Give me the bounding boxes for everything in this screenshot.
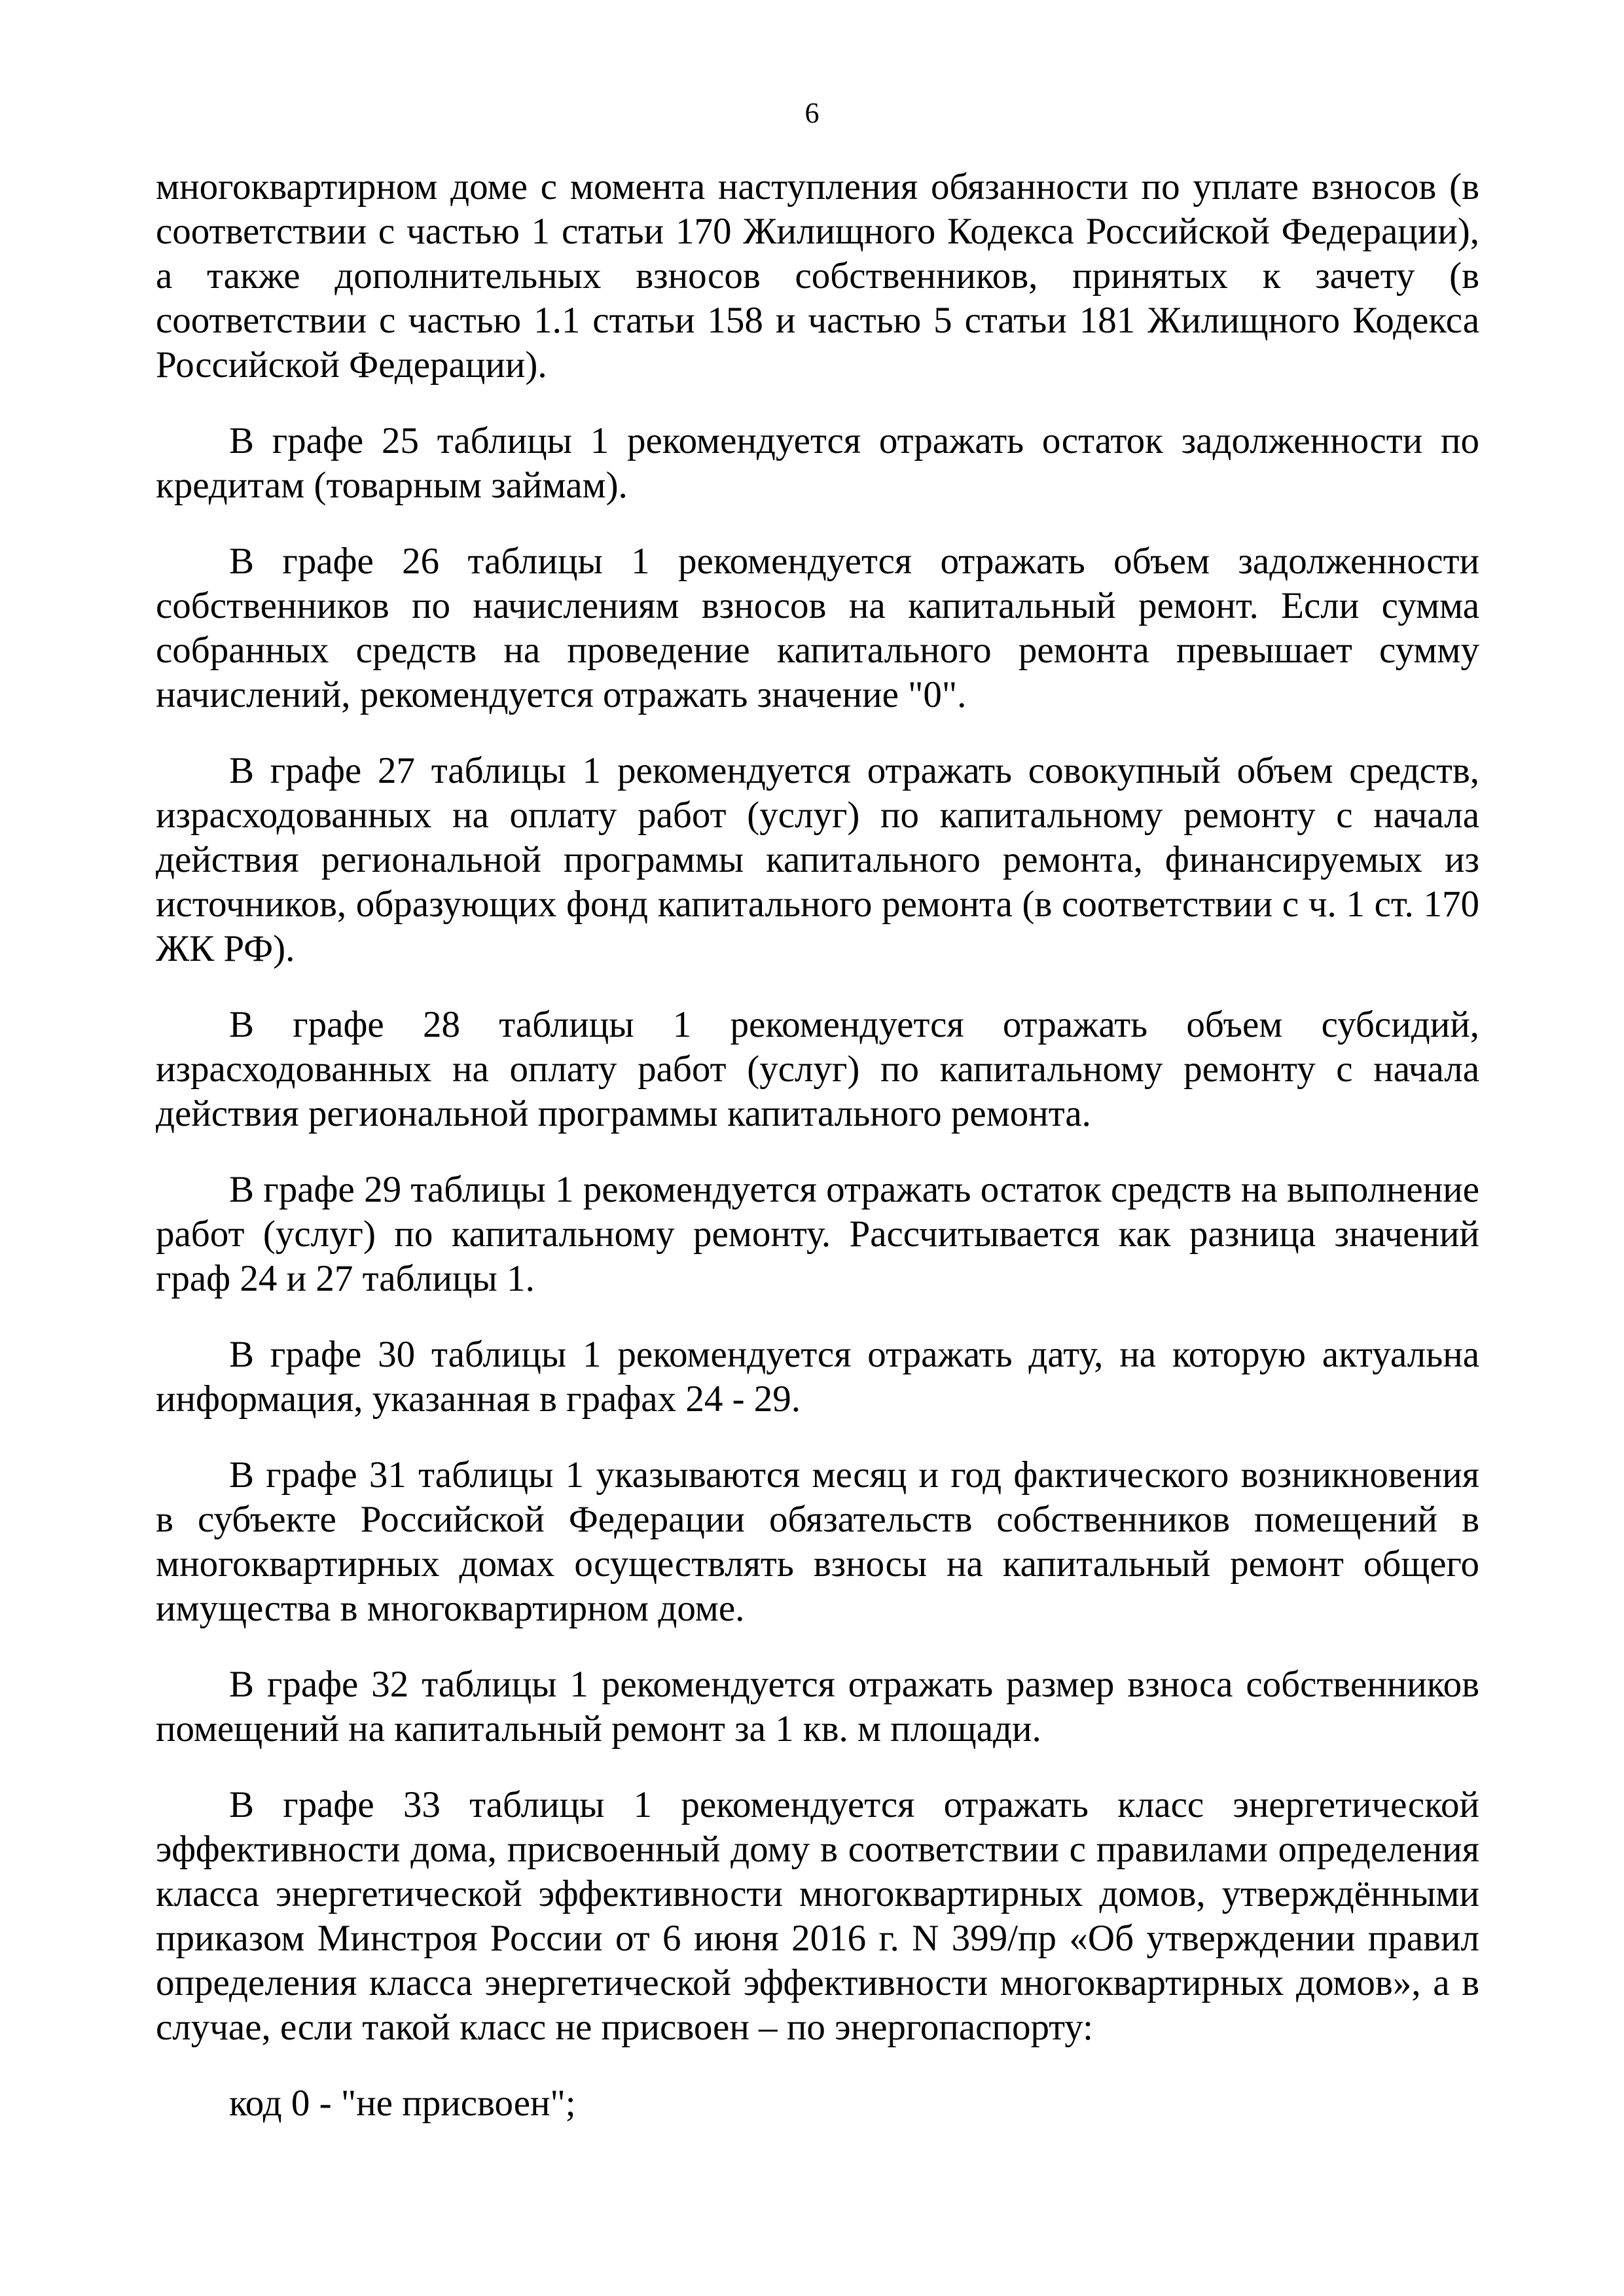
- paragraph-column-32: В графе 32 таблицы 1 рекомендуется отражать размер взноса собственников помещений на капитальный ремонт за 1 кв. м площади.: [156, 1664, 1479, 1749]
- paragraph-column-29: В графе 29 таблицы 1 рекомендуется отражать остаток средств на выполнение работ (услуг) по капитальному ремонту. Рассчитывается как разница значений граф 24 и 27 таблицы 1.: [156, 1169, 1479, 1299]
- page-number: 6: [804, 97, 820, 129]
- paragraph-code-0: код 0 - "не присвоен";: [229, 2083, 576, 2124]
- paragraph-column-25: В графе 25 таблицы 1 рекомендуется отражать остаток задолженности по кредитам (товарным займам).: [156, 420, 1479, 506]
- paragraph-continuation: многоквартирном доме с момента наступления обязанности по уплате взносов (в соответствии с частью 1 статьи 170 Жилищного Кодекса Российской Федерации), а также дополнительных взносов собственников, принятых к зачету (в соответствии с частью 1.1 статьи 158 и частью 5 статьи 181 Жилищного Кодекса Российской Федерации).: [156, 166, 1479, 386]
- document-body: [156, 165, 1479, 2126]
- paragraph-column-28: В графе 28 таблицы 1 рекомендуется отражать объем субсидий, израсходованных на оплату работ (услуг) по капитальному ремонту с начала действия региональной программы капитального ремонта.: [156, 1004, 1479, 1134]
- paragraph-column-30: В графе 30 таблицы 1 рекомендуется отражать дату, на которую актуальна информация, указанная в графах 24 - 29.: [156, 1334, 1479, 1420]
- paragraph-column-26: В графе 26 таблицы 1 рекомендуется отражать объем задолженности собственников по начислениям взносов на капитальный ремонт. Если сумма собранных средств на проведение капитального ремонта превышает сумму начислений, рекомендуется отражать значение "0".: [156, 541, 1479, 715]
- paragraph-column-27: В графе 27 таблицы 1 рекомендуется отражать совокупный объем средств, израсходованных на оплату работ (услуг) по капитальному ремонту с начала действия региональной программы капитального ремонта, финансируемых из источников, образующих фонд капитального ремонта (в соответствии с ч. 1 ст. 170 ЖК РФ).: [156, 750, 1479, 969]
- paragraph-column-33: В графе 33 таблицы 1 рекомендуется отражать класс энергетической эффективности дома, присвоенный дому в соответствии с правилами определения класса энергетической эффективности многоквартирных домов, утверждёнными приказом Минстроя России от 6 июня 2016 г. N 399/пр «Об утверждении правил определения класса энергетической эффективности многоквартирных домов», а в случае, если такой класс не присвоен – по энергопаспорту:: [156, 1784, 1479, 2048]
- paragraph-column-31: В графе 31 таблицы 1 указываются месяц и год фактического возникновения в субъекте Российской Федерации обязательств собственников помещений в многоквартирных домах осуществлять взносы на капитальный ремонт общего имущества в многоквартирном доме.: [156, 1454, 1479, 1629]
